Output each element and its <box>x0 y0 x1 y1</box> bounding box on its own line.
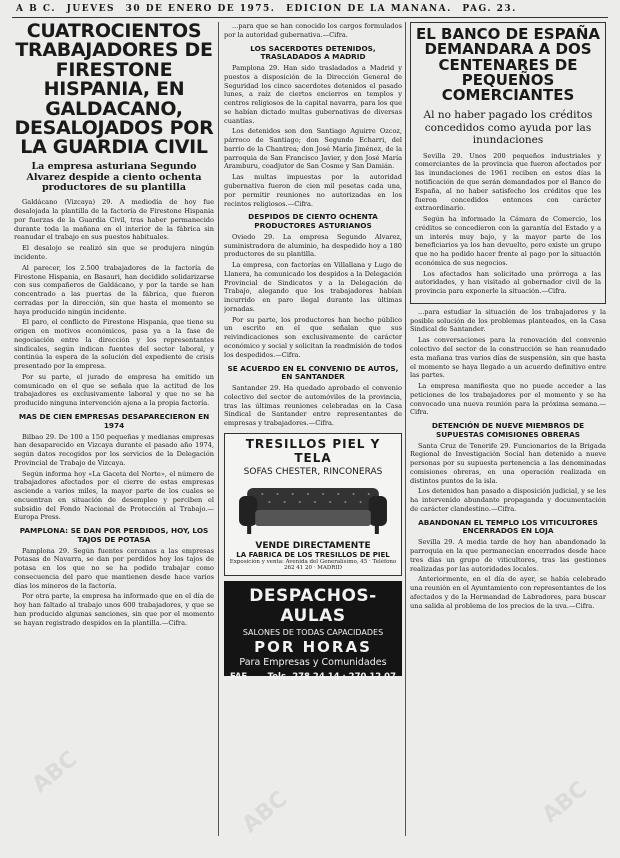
ad2-footer <box>228 672 398 682</box>
paragraph: Por su parte, el jurado de empresa ha emitido un comunicado en el que se señala que la actitud de los trabajadores es exclusivamente laboral y que no se ha producido ninguna intervención ajena a la propia factoría. <box>14 372 214 408</box>
ad2-callout: POR HORAS <box>254 638 372 657</box>
header-day: JUEVES <box>66 4 115 14</box>
article-subhead-banco: Al no haber pagado los créditos concedidos como ayuda por las inundaciones <box>423 109 593 146</box>
header-edition: EDICION DE LA MAÑANA. <box>286 4 452 14</box>
paragraph: ...para estudiar la situación de los trabajadores y la posible solución de los problemas planteados, en la Casa Sindical de Santander. <box>410 307 606 334</box>
ad-address: Exposición y venta: Avenida del Generalísimo, 45 · Teléfono 262 41 20 · MADRID <box>229 558 397 572</box>
paragraph: Por su parte, los productores han hecho público un escrito en el que señalan que sus reivindicaciones son exclusivamente de carácter económico y social y solicitan la readmisión de todos los despedidos.—Cifra. <box>224 315 402 359</box>
paragraph: Los detenidos han pasado a disposición judicial, y se les ha intervenido abundante propaganda y documentación de carácter clandestino.—Cifra. <box>410 487 606 513</box>
ad2-brand: FAE <box>230 672 248 683</box>
column-3 <box>410 22 606 838</box>
paragraph: La empresa, con factorías en Villallana y Lugo de Llanera, ha comunicado los despidos a la Delegación Provincial de Sindicatos y a la Delegación de Trabajo, alegando que los trabajadores habían incurrido en paro ilegal durante las últimas jornadas. <box>224 261 402 313</box>
paragraph: Bilbao 29. De 100 a 150 pequeñas y medianas empresas han desaparecido en Vizcaya durante el pasado año 1974, según datos recogidos por los servicios de la Delegación Provincial de Trabajo de Vizcaya. <box>14 432 214 467</box>
ad2-phones: Tels. 278 24 14 · 270 12 07 <box>267 672 396 683</box>
paragraph: Sevilla 29. A media tarde de hoy han abandonado la parroquia en la que permanecían encerrados desde hace tres días un grupo de viticultores, tras las gestiones realizadas por las autoridades locales. <box>410 538 606 573</box>
paragraph: Santa Cruz de Tenerife 29. Funcionarios de la Brigada Regional de Investigación Social han detenido a nueve personas por su supuesta pertenencia a las denominadas comisiones obreras, en una operación realizada en distintos puntos de la isla. <box>410 441 606 485</box>
paragraph: El paro, el conflicto de Firestone Hispania, que tiene su origen en motivos económicos, pasa ya a la fase de negociación entre la dirección y los representantes sindicales, según indican fuentes del sector laboral, y continúa la espera de la solución del expediente de crisis presentado por la empresa. <box>14 318 214 371</box>
paragraph: ...para que se han conocido los cargos formulados por la autoridad gubernativa.—Cifra. <box>224 22 402 39</box>
column-2 <box>224 22 402 838</box>
column-1 <box>14 22 214 838</box>
advertisement-tresillos <box>224 433 402 576</box>
paragraph: Las conversaciones para la renovación del convenio colectivo del sector de la construcción se han reanudado esta mañana tras varios días de suspensión, sin que hasta el momento se haya llegado a un acuerdo definitivo entre las partes. <box>410 336 606 380</box>
paragraph: La empresa manifiesta que no puede acceder a las peticiones de los trabajadores por el momento y se ha convocado una nueva reunión para la próxima semana.—Cifra. <box>410 382 606 417</box>
paragraph: Según informa hoy «La Gaceta del Norte», el número de trabajadores afectados por el cierre de estas empresas asciende a varios miles, la mayor parte de los cuales se encuentran en situación de desempleo y perciben el subsidio del Fondo Nacional de Protección al Trabajo.—Europa Press. <box>14 469 214 522</box>
advertisement-despachos <box>224 581 402 683</box>
paragraph: Según ha informado la Cámara de Comercio, los créditos se concedieron con la garantía del Estado y a un interés muy bajo, y la mayor parte de los beneficiarios ya los han devuelto, pero existe un grupo que no ha podido hacer frente al pago por la situación económica de sus negocios. <box>415 215 601 267</box>
ad-tagline: LA FABRICA DE LOS TRESILLOS DE PIEL <box>236 550 390 559</box>
section-heading-detencion: DETENCIÓN DE NUEVE MIEMBROS DE SUPUESTAS COMISIONES OBRERAS <box>431 421 585 439</box>
column-divider-1 <box>218 22 219 836</box>
page-header <box>16 4 604 16</box>
paragraph: Los detenidos son don Santiago Aguirre Ozcoz, párroco de Santiago; don Segundo Echarri, del barrio de la Chantrea; don José María Jiménez, de la parroquia de San Francisco Javier, y don José María Aramburu, coadjutor de San Cosme y San Damián. <box>224 127 402 171</box>
section-heading-convenio: SE ACUERDO EN EL CONVENIO DE AUTOS, EN SANTANDER <box>227 363 399 382</box>
article-box-banco <box>410 22 606 304</box>
ad-callout: VENDE DIRECTAMENTE <box>255 540 371 551</box>
paragraph: Sevilla 29. Unos 200 pequeños industriales y comerciantes de la provincia que fueron afectados por las inundaciones de 1961 reciben en estos días la notificación de que serán demandados por el Banco de España, al no haber satisfecho los créditos que les fueron concedidos entonces con carácter extraordinario. <box>415 151 601 213</box>
ad-title: TRESILLOS PIEL Y TELA <box>245 436 381 465</box>
paragraph: Al parecer, los 2.500 trabajadores de la factoría de Firestone Hispania, en Basauri, han decidido solidarizarse con sus compañeros de Galdácano, y por la tarde se han concentrado a las puertas de la fábrica, que fueron cerradas por la dirección, sin que hasta el momento se haya producido ningún incidente. <box>14 263 214 316</box>
ad2-subtitle: SALONES DE TODAS CAPACIDADES <box>242 628 384 638</box>
paragraph: Santander 29. Ha quedado aprobado el convenio colectivo del sector de automóviles de la provincia, tras las últimas reuniones celebradas en la Casa Sindical de Santander entre representantes de empresas y trabajadores.—Cifra. <box>224 384 402 428</box>
paragraph: Anteriormente, en el día de ayer, se había celebrado una reunión en el Ayuntamiento con representantes de los afectados y de la Hermandad de Labradores, para buscar una salida al problema de los precios de la uva.—Cifra. <box>410 575 606 610</box>
paragraph: Galdácano (Vizcaya) 29. A mediodía de hoy fue desalojada la plantilla de la factoría de Firestone Hispania por fuerzas de la Guardia Civil, tras haber permanecido durante toda la mañana en el interior de la fábrica sin reanudar el trabajo en sus puestos habituales. <box>14 198 214 242</box>
paragraph: Pamplona 29. Según fuentes cercanas a las empresas Potasas de Navarra, se dan por perdidos hoy los tajos de potasa en los que no se ha podido trabajar como consecuencia del paro que mantienen desde hace varios días los mineros de la factoría. <box>14 546 214 590</box>
header-page: PAG. 23. <box>462 4 517 14</box>
section-heading-empresas: MAS DE CIEN EMPRESAS DESAPARECIERON EN 1974 <box>18 412 210 430</box>
paragraph: Pamplona 29. Han sido trasladados a Madrid y puestos a disposición de la Dirección General de Seguridad los cinco sacerdotes detenidos el pasado lunes, a raíz de ciertos encierros en templos y centros religiosos de la capital navarra, para los que se habían dictado multas gubernativas de diversas cuantías. <box>224 64 402 125</box>
ad-subtitle: SOFAS CHESTER, RINCONERAS <box>243 466 383 477</box>
article-subhead-firestone: La empresa asturiana Segundo Alvarez despide a ciento ochenta productores de su plantilla <box>26 160 202 194</box>
article-headline-firestone: CUATROCIENTOS TRABAJADORES DE FIRESTONE HISPANIA, EN GALDACANO, DESALOJADOS POR LA GUARDIA CIVIL <box>14 22 214 159</box>
header-date: 30 DE ENERO DE 1975. <box>125 4 276 14</box>
header-rule <box>12 17 608 18</box>
paragraph: El desalojo se realizó sin que se produjera ningún incidente. <box>14 244 214 261</box>
sofa-illustration <box>237 482 389 538</box>
paragraph: Las multas impuestas por la autoridad gubernativa fueron de cien mil pesetas cada una, por permitir reuniones no autorizadas en los recintos religiosos.—Cifra. <box>224 173 402 208</box>
section-heading-pamplona: PAMPLONA: SE DAN POR PERDIDOS, HOY, LOS TAJOS DE POTASA <box>19 526 209 544</box>
ad2-title: DESPACHOS-AULAS <box>249 586 377 627</box>
article-headline-banco: EL BANCO DE ESPAÑA DEMANDARA A DOS CENTENARES DE PEQUEÑOS COMERCIANTES <box>416 25 600 105</box>
paragraph: Los afectados han solicitado una prórroga a las autoridades, y han visitado al gobernador civil de la provincia para exponerle la situación.—Cifra. <box>415 269 601 296</box>
paragraph: Por otra parte, la empresa ha informado que en el día de hoy han faltado al trabajo unos 600 trabajadores, y que se han producido algunas sanciones, sin que por el momento se hayan registrado despidos en la plantilla.—Cifra. <box>14 592 214 627</box>
column-divider-2 <box>405 22 406 836</box>
section-heading-despidos: DESPIDOS DE CIENTO OCHENTA PRODUCTORES ASTURIANOS <box>248 212 378 231</box>
section-heading-viticultores: ABANDONAN EL TEMPLO LOS VITICULTORES ENCERRADOS EN LOJA <box>418 517 598 536</box>
paragraph: Oviedo 29. La empresa Segundo Alvarez, suministradora de aluminio, ha despedido hoy a 180 productores de su plantilla. <box>224 232 402 259</box>
section-heading-sacerdotes: LOS SACERDOTES DETENIDOS, TRASLADADOS A MADRID <box>250 43 376 62</box>
ad2-audience: Para Empresas y Comunidades <box>239 657 387 669</box>
header-publication: A B C. <box>16 4 56 14</box>
